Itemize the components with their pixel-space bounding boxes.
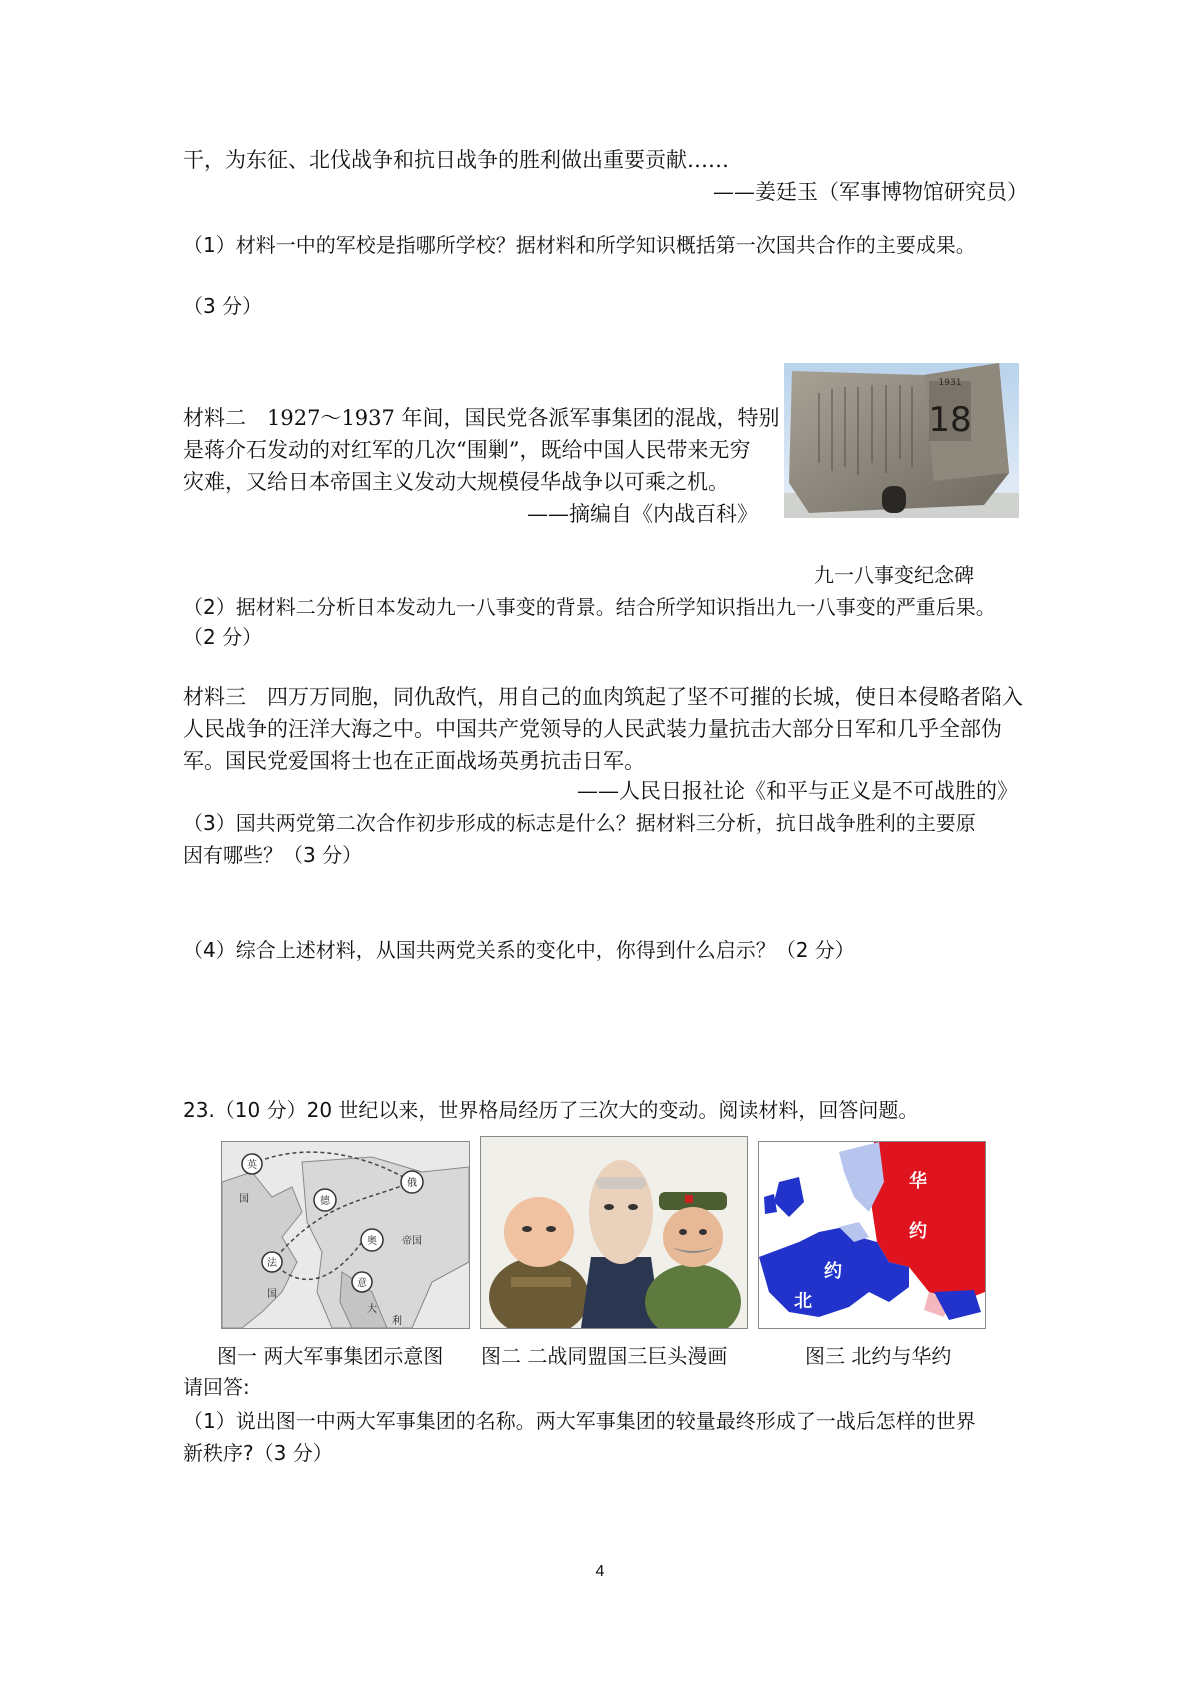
- material1-source: ——姜廷玉（军事博物馆研究员）: [713, 180, 1028, 204]
- map3-label-yue-warsaw: 约: [909, 1221, 927, 1242]
- figure-1-bloc-map: [221, 1141, 470, 1329]
- material1-last-line: 干，为东征、北伐战争和抗日战争的胜利做出重要贡献……: [183, 148, 729, 172]
- monument-photo: [784, 363, 1019, 518]
- map1-label-uk: 英: [247, 1160, 257, 1171]
- monument-number: 18: [928, 400, 972, 440]
- material2-line-1: 材料二 1927～1937 年间，国民党各派军事集团的混战，特别: [183, 406, 780, 430]
- map1-label-da: 大: [367, 1304, 377, 1315]
- material2-line-2: 是蒋介石发动的对红军的几次“围剿”，既给中国人民带来无穷: [183, 438, 751, 462]
- nato-warsaw-map-illustration: [759, 1142, 985, 1328]
- question-23-prompt: 请回答:: [183, 1375, 250, 1399]
- question-23-intro: 23.（10 分）20 世纪以来，世界格局经历了三次大的变动。阅读材料，回答问题。: [183, 1098, 919, 1122]
- figure-2-caption: 图二 二战同盟国三巨头漫画: [481, 1344, 728, 1368]
- figure-2-big-three-cartoon: [480, 1136, 748, 1329]
- map1-label-italy: 意: [357, 1278, 367, 1289]
- material3-line-1: 材料三 四万万同胞，同仇敌忾，用自己的血肉筑起了坚不可摧的长城，使日本侵略者陷入: [183, 685, 1023, 709]
- question-23-sub1-line-1: （1）说出图一中两大军事集团的名称。两大军事集团的较量最终形成了一战后怎样的世界: [183, 1409, 976, 1433]
- material3-line-2: 人民战争的汪洋大海之中。中国共产党领导的人民武装力量抗击大部分日军和几乎全部伪: [183, 717, 1002, 741]
- map1-label-li: 利: [392, 1316, 402, 1327]
- question-2-score: （2 分）: [183, 625, 263, 649]
- big-three-illustration: [481, 1137, 747, 1328]
- monument-caption: 九一八事变纪念碑: [814, 563, 974, 587]
- material3-line-3: 军。国民党爱国将士也在正面战场英勇抗击日军。: [183, 749, 645, 773]
- map1-label-france: 法: [267, 1258, 277, 1269]
- map3-label-hua: 华: [909, 1171, 927, 1192]
- map1-label-empire: 帝国: [402, 1236, 422, 1247]
- question-23-sub1-line-2: 新秩序?（3 分）: [183, 1441, 333, 1465]
- question-2: （2）据材料二分析日本发动九一八事变的背景。结合所学知识指出九一八事变的严重后果。: [183, 595, 996, 619]
- map1-label-guo-1: 国: [239, 1194, 249, 1205]
- page-number: 4: [595, 1563, 605, 1580]
- map1-label-russia: 俄: [407, 1178, 417, 1189]
- question-4: （4）综合上述材料，从国共两党关系的变化中，你得到什么启示？（2 分）: [183, 938, 855, 962]
- figure-1-caption: 图一 两大军事集团示意图: [217, 1344, 444, 1368]
- material3-source: ——人民日报社论《和平与正义是不可战胜的》: [577, 779, 1018, 803]
- material2-source: ——摘编自《内战百科》: [527, 502, 758, 526]
- question-3-line-2: 因有哪些？（3 分）: [183, 843, 363, 867]
- question-3-line-1: （3）国共两党第二次合作初步形成的标志是什么？据材料三分析，抗日战争胜利的主要原: [183, 811, 976, 835]
- question-1-score: （3 分）: [183, 294, 263, 318]
- monument-year: 1931: [938, 378, 962, 388]
- material2-line-3: 灾难，又给日本帝国主义发动大规模侵华战争以可乘之机。: [183, 470, 729, 494]
- bloc-map-illustration: [222, 1142, 469, 1328]
- map1-label-guo-2: 国: [267, 1289, 277, 1300]
- map3-label-bei: 北: [794, 1291, 812, 1312]
- map3-label-yue-nato: 约: [824, 1261, 842, 1282]
- monument-illustration: [784, 363, 1019, 518]
- figure-3-nato-warsaw-map: [758, 1141, 986, 1329]
- map1-label-austria: 奥: [367, 1236, 377, 1247]
- question-1: （1）材料一中的军校是指哪所学校？据材料和所学知识概括第一次国共合作的主要成果。: [183, 233, 976, 257]
- map1-label-germany: 德: [320, 1196, 330, 1207]
- figure-3-caption: 图三 北约与华约: [805, 1344, 952, 1368]
